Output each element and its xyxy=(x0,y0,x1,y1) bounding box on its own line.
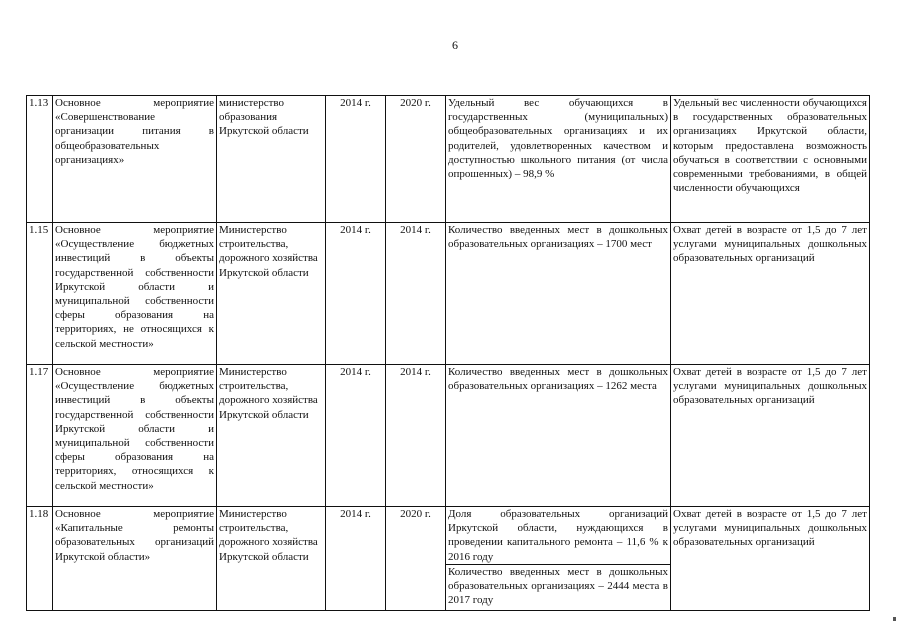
table-row xyxy=(27,96,870,223)
result-cell: Количество введенных мест в дошкольных образовательных организациях – 1700 мест xyxy=(446,223,671,365)
executor-cell: Министерство строительства, дорожного хозяйства Иркутской области xyxy=(217,223,326,365)
activity-cell: Основное мероприятие «Осуществление бюджетных инвестиций в объекты государственной собственности Иркутской области и муниципальной собственности сферы образования на территориях, не относящихся к сельской местности» xyxy=(53,223,217,365)
table-row xyxy=(27,365,870,507)
table-row xyxy=(27,223,870,365)
row-number: 1.18 xyxy=(27,507,53,611)
start-year-cell: 2014 г. xyxy=(326,365,386,507)
activity-cell: Основное мероприятие «Осуществление бюджетных инвестиций в объекты государственной собственности Иркутской области и муниципальной собственности сферы образования на территориях, относящихся к сельской местности» xyxy=(53,365,217,507)
scan-mark xyxy=(893,617,896,621)
end-year-cell: 2020 г. xyxy=(386,96,446,223)
indicator-cell: Охват детей в возрасте от 1,5 до 7 лет услугами муниципальных дошкольных образовательных организаций xyxy=(671,223,870,365)
end-year-cell: 2020 г. xyxy=(386,507,446,611)
result-cell: Доля образовательных организаций Иркутской области, нуждающихся в проведении капитального ремонта – 11,6 % к 2016 году xyxy=(446,507,671,565)
indicator-cell: Удельный вес численности обучающихся в государственных образовательных организациях Иркутской области, которым предоставлена возможность обучаться в соответствии с основными современными требованиями, в общей численности обучающихся xyxy=(671,96,870,223)
activity-cell: Основное мероприятие «Совершенствование организации питания в общеобразовательных организациях» xyxy=(53,96,217,223)
end-year-cell: 2014 г. xyxy=(386,223,446,365)
start-year-cell: 2014 г. xyxy=(326,507,386,611)
result-cell: Количество введенных мест в дошкольных образовательных организациях – 1262 места xyxy=(446,365,671,507)
page-number: 6 xyxy=(452,38,458,52)
executor-cell: Министерство строительства, дорожного хозяйства Иркутской области xyxy=(217,365,326,507)
row-number: 1.15 xyxy=(27,223,53,365)
end-year-cell: 2014 г. xyxy=(386,365,446,507)
executor-cell: министерство образования Иркутской области xyxy=(217,96,326,223)
start-year-cell: 2014 г. xyxy=(326,223,386,365)
result-cell: Удельный вес обучающихся в государственных (муниципальных) общеобразовательных организациях и их родителей, удовлетворенных качеством и доступностью школьного питания (от числа опрошенных) – 98,9 % xyxy=(446,96,671,223)
program-table xyxy=(26,95,870,611)
indicator-cell: Охват детей в возрасте от 1,5 до 7 лет услугами муниципальных дошкольных образовательных организаций xyxy=(671,365,870,507)
row-number: 1.17 xyxy=(27,365,53,507)
row-number: 1.13 xyxy=(27,96,53,223)
activity-cell: Основное мероприятие «Капитальные ремонты образовательных организаций Иркутской области» xyxy=(53,507,217,611)
start-year-cell: 2014 г. xyxy=(326,96,386,223)
executor-cell: Министерство строительства, дорожного хозяйства Иркутской области xyxy=(217,507,326,611)
result-cell-secondary: Количество введенных мест в дошкольных образовательных организациях – 2444 места в 2017 году xyxy=(446,565,671,611)
table-row xyxy=(27,507,870,565)
indicator-cell: Охват детей в возрасте от 1,5 до 7 лет услугами муниципальных дошкольных образовательных организаций xyxy=(671,507,870,611)
